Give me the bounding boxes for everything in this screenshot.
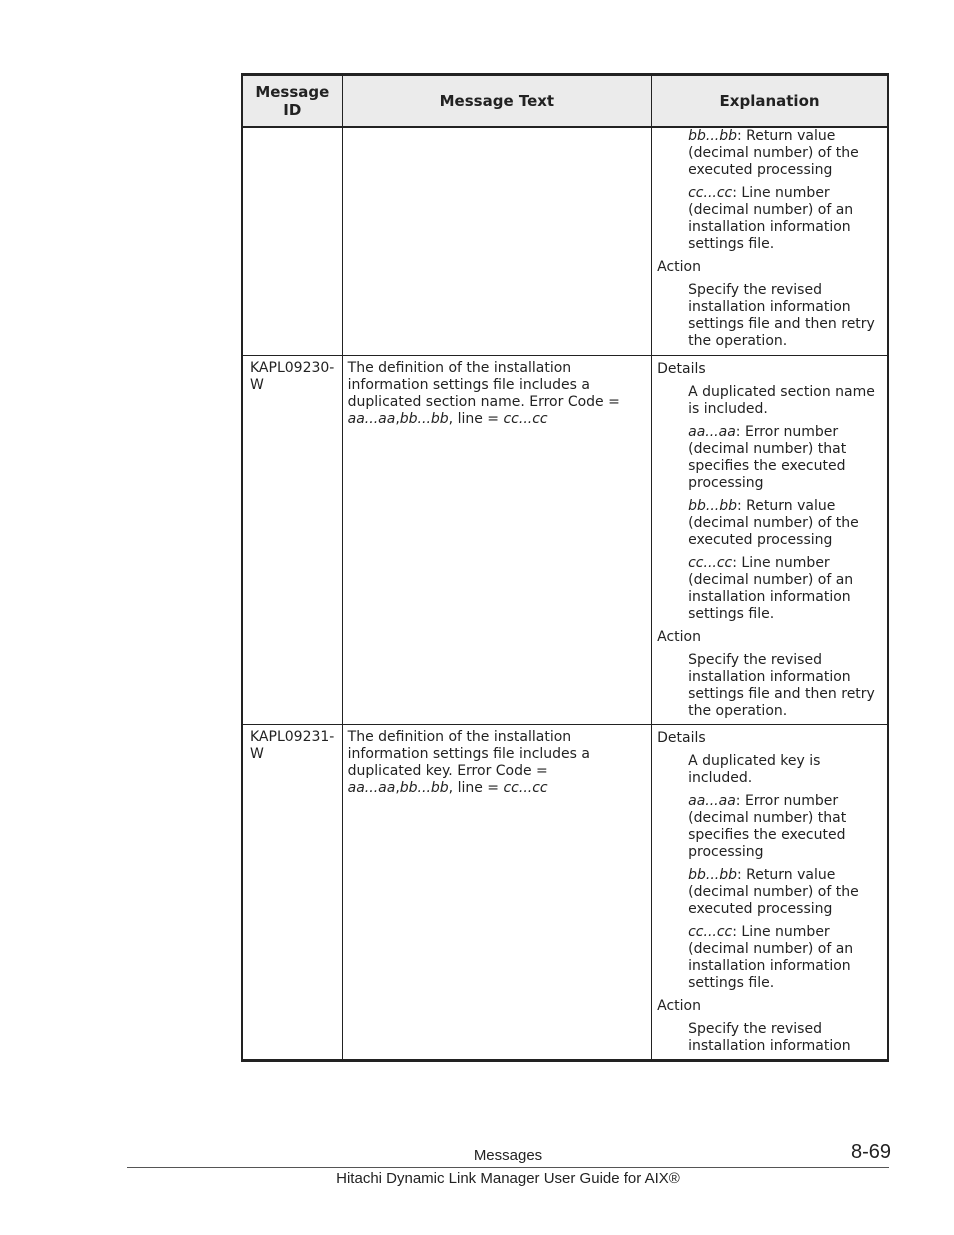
details-label: Details (657, 360, 706, 377)
message-text: The definition of the installation information settings file includes a duplicated section name. Error Code = aa...aa,bb...bb, line = cc...cc (342, 355, 651, 724)
action-text: Specify the revised installation information settings file and then retry the operation. (688, 282, 875, 349)
action-text: Specify the revised installation information settings file and then retry the operation. (688, 651, 875, 719)
table-row (242, 355, 888, 724)
detail-item: bb...bb: Return value (decimal number) of the executed processing (688, 497, 859, 548)
explanation (652, 724, 888, 1060)
header-message-text: Message Text (342, 75, 651, 128)
detail-text: A duplicated section name is included. (688, 383, 875, 417)
table-row (242, 724, 888, 1060)
detail-item: bb...bb: Return value (decimal number) of the executed processing (688, 866, 859, 917)
detail-item: aa...aa: Error number (decimal number) that specifies the executed processing (688, 423, 847, 491)
detail-item: aa...aa: Error number (decimal number) that specifies the executed processing (688, 792, 847, 860)
cont-explanation-cell (652, 127, 888, 355)
cont-msg-cell (342, 127, 651, 355)
action-text: Specify the revised installation information (688, 1020, 851, 1054)
detail-item: cc...cc: Line number (decimal number) of an installation information settings file. (688, 923, 854, 991)
table-row-continuation (242, 127, 888, 355)
message-id: KAPL09230-W (242, 355, 342, 724)
table-header-row (242, 75, 888, 128)
action-label: Action (657, 628, 701, 645)
page-number: 8-69 (851, 1141, 892, 1163)
detail-text: A duplicated key is included. (688, 752, 821, 786)
footer-divider (127, 1167, 889, 1168)
cont-id-cell (242, 127, 342, 355)
footer-section: Messages (473, 1147, 543, 1164)
message-id: KAPL09231-W (242, 724, 342, 1060)
action-label: Action (657, 997, 701, 1014)
action-label: Action (657, 259, 701, 275)
detail-item: bb...bb: Return value (decimal number) of the executed processing (688, 128, 859, 178)
details-label: Details (657, 729, 706, 746)
detail-item: cc...cc: Line number (decimal number) of an installation information settings file. (688, 185, 854, 252)
header-explanation: Explanation (652, 75, 888, 128)
explanation (652, 355, 888, 724)
header-message-id: Message ID (242, 75, 342, 128)
detail-item: cc...cc: Line number (decimal number) of an installation information settings file. (688, 554, 854, 622)
footer-title: Hitachi Dynamic Link Manager User Guide for AIX® (336, 1170, 680, 1187)
messages-table (241, 73, 889, 1062)
message-text: The definition of the installation information settings file includes a duplicated key. Error Code = aa...aa,bb...bb, line = cc...cc (342, 724, 651, 1060)
